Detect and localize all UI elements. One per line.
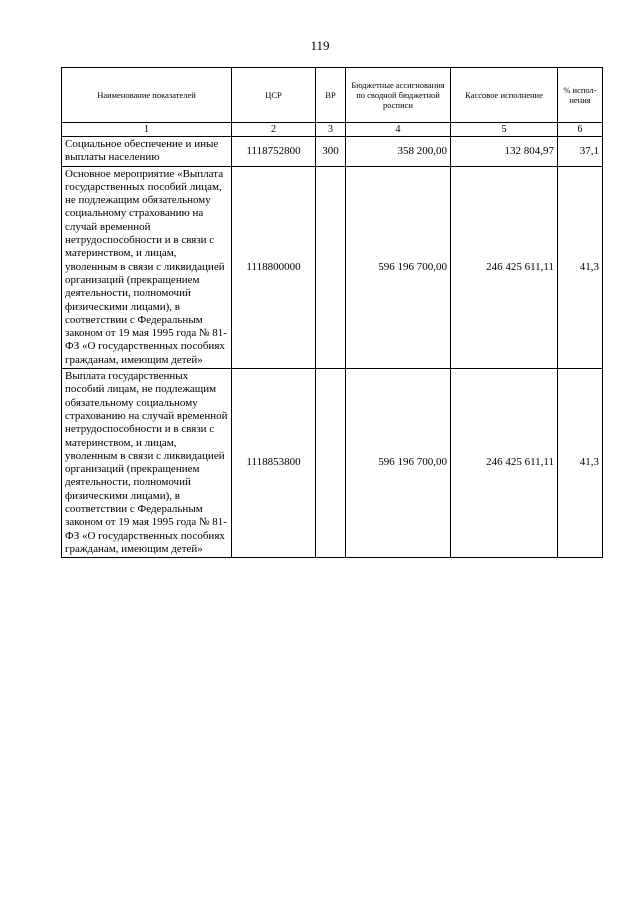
header-indicator-name: Наименование показателей: [62, 68, 232, 123]
row-percent: 37,1: [558, 137, 603, 167]
column-number: 5: [451, 123, 558, 137]
header-csr: ЦСР: [232, 68, 316, 123]
header-vr: ВР: [316, 68, 346, 123]
header-cash-execution: Кассовое исполнение: [451, 68, 558, 123]
column-number: 3: [316, 123, 346, 137]
row-csr: 1118853800: [232, 369, 316, 558]
column-number: 1: [62, 123, 232, 137]
header-execution-percent: % испол-нения: [558, 68, 603, 123]
row-csr: 1118752800: [232, 137, 316, 167]
page-number: 119: [310, 38, 330, 53]
column-number-row: [62, 123, 603, 137]
row-budget: 596 196 700,00: [346, 369, 451, 558]
row-csr: 1118800000: [232, 166, 316, 368]
header-row: [62, 68, 603, 123]
column-number: 6: [558, 123, 603, 137]
table-row: [62, 166, 603, 368]
row-budget: 358 200,00: [346, 137, 451, 167]
header-budget-allocations: Бюджетные ассигнования по сводной бюджетной росписи: [346, 68, 451, 123]
table-row: [62, 137, 603, 167]
row-name: Выплата государственных пособий лицам, не подлежащим обязательному социальному страхованию на случай временной нетрудоспособности и в связи с материнством, и лицам, уволенным в связи с ликвидацией организаций (прекращением деятельности, полномочий физическими лицами), в соответствии с Федеральным законом от 19 мая 1995 года № 81-ФЗ «О государственных пособиях гражданам, имеющим детей»: [62, 369, 232, 558]
row-vr: 300: [316, 137, 346, 167]
budget-execution-table: [61, 67, 603, 558]
row-percent: 41,3: [558, 369, 603, 558]
column-number: 4: [346, 123, 451, 137]
row-percent: 41,3: [558, 166, 603, 368]
row-cash: 132 804,97: [451, 137, 558, 167]
row-vr: [316, 369, 346, 558]
row-name: Основное мероприятие «Выплата государственных пособий лицам, не подлежащим обязательному социальному страхованию на случай временной нетрудоспособности и в связи с материнством, и лицам, уволенным в связи с ликвидацией организаций (прекращением деятельности, полномочий физическими лицами), в соответствии с Федеральным законом от 19 мая 1995 года № 81-ФЗ «О государственных пособиях гражданам, имеющим детей»: [62, 166, 232, 368]
row-budget: 596 196 700,00: [346, 166, 451, 368]
row-name: Социальное обеспечение и иные выплаты населению: [62, 137, 232, 167]
row-cash: 246 425 611,11: [451, 166, 558, 368]
table-row: [62, 369, 603, 558]
column-number: 2: [232, 123, 316, 137]
row-vr: [316, 166, 346, 368]
row-cash: 246 425 611,11: [451, 369, 558, 558]
